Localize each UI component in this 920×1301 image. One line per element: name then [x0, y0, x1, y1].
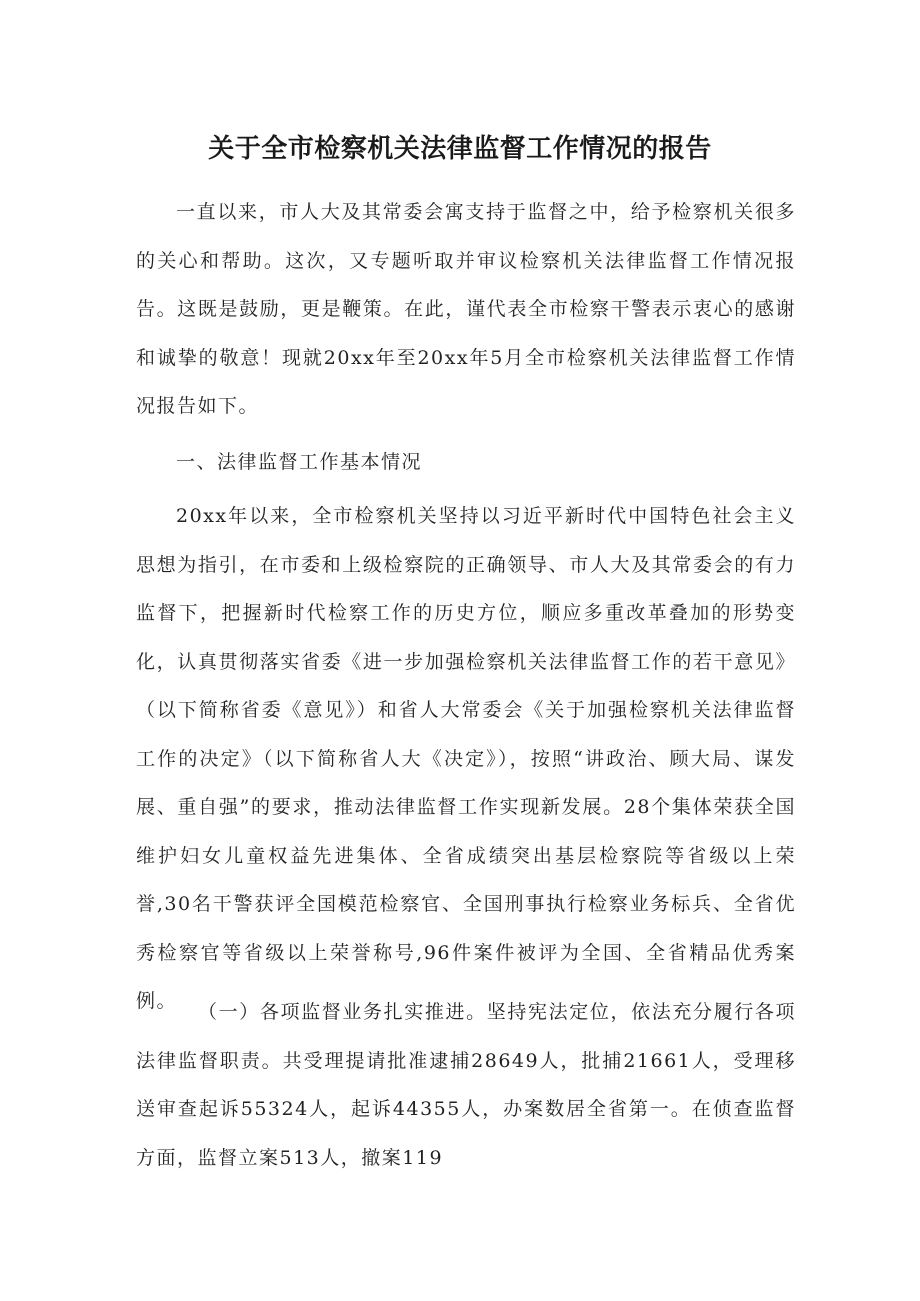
subsection-one-paragraph: （一）各项监督业务扎实推进。坚持宪法定位，依法充分履行各项法律监督职责。共受理提请批准逮捕28649人，批捕21661人，受理移送审查起诉55324人，起诉44355人，办案数居全省第一。在侦查监督方面，监督立案513人，撤案119 — [136, 1001, 796, 1169]
intro-paragraph: 一直以来，市人大及其常委会寓支持于监督之中，给予检察机关很多的关心和帮助。这次，又专题听取并审议检察机关法律监督工作情况报告。这既是鼓励，更是鞭策。在此，谨代表全市检察干警表示衷心的感谢和诚挚的敬意！现就20xx年至20xx年5月全市检察机关法律监督工作情况报告如下。 — [136, 201, 796, 417]
section-heading: 一、法律监督工作基本情况 — [176, 451, 423, 473]
overview-paragraph: 20xx年以来，全市检察机关坚持以习近平新时代中国特色社会主义思想为指引，在市委和上级检察院的正确领导、市人大及其常委会的有力监督下，把握新时代检察工作的历史方位，顺应多重改革叠加的形势变化，认真贯彻落实省委《进一步加强检察机关法律监督工作的若干意见》（以下简称省委《意见》）和省人大常委会《关于加强检察机关法律监督工作的决定》（以下简称省人大《决定》），按照“讲政治、顾大局、谋发展、重自强”的要求，推动法律监督工作实现新发展。28个集体荣获全国维护妇女儿童权益先进集体、全省成绩突出基层检察院等省级以上荣誉,30名干警获评全国模范检察官、全国刑事执行检察业务标兵、全省优秀检察官等省级以上荣誉称号,96件案件被评为全国、全省精品优秀案例。 — [136, 505, 796, 1012]
document-title: 关于全市检察机关法律监督工作情况的报告 — [208, 134, 712, 164]
